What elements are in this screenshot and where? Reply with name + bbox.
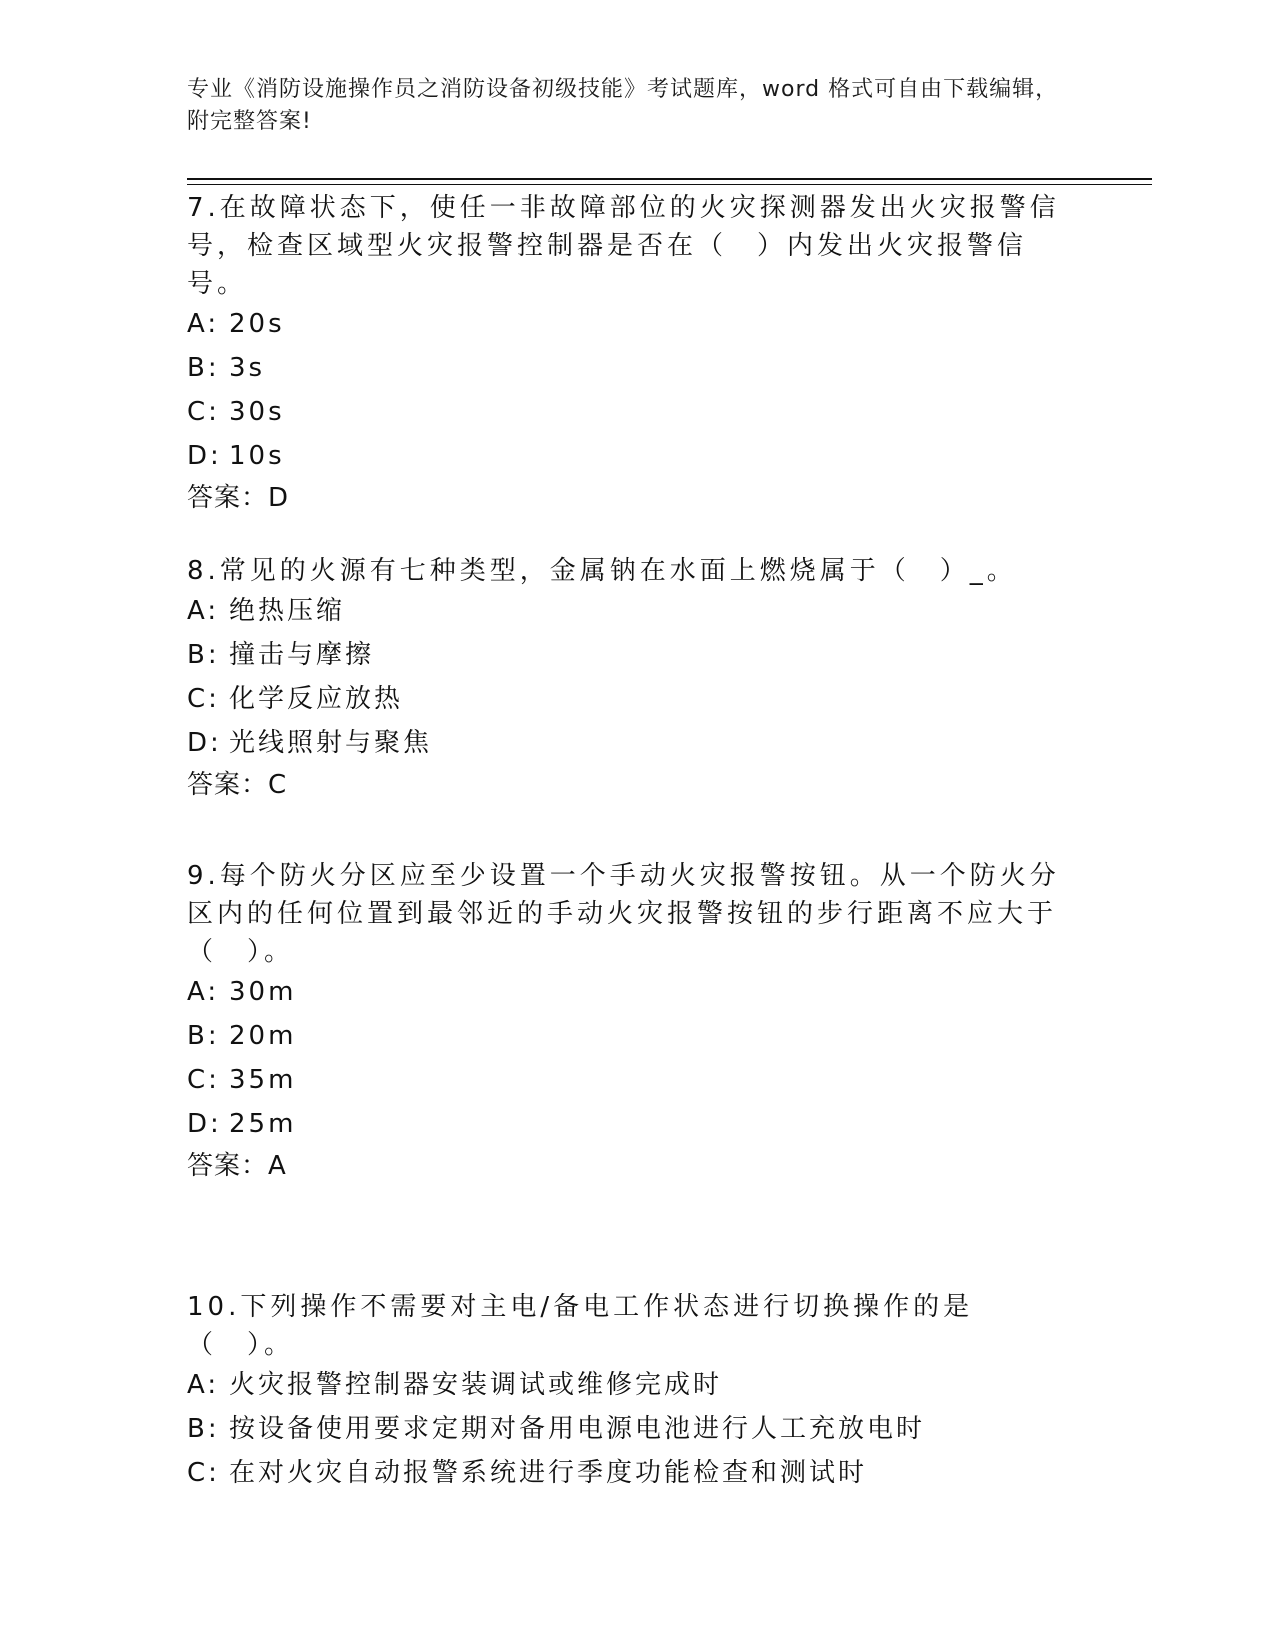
question-stem: 9.每个防火分区应至少设置一个手动火灾报警按钮。从一个防火分区内的任何位置到最邻近的手动火灾报警按钮的步行距离不应大于（ ）。 [187, 861, 1060, 967]
option-key: C: [187, 684, 220, 714]
option-key: D: [187, 1109, 222, 1139]
option-key: C: [187, 397, 220, 427]
option-text: 化学反应放热 [229, 684, 404, 714]
option-d [187, 441, 1067, 471]
option-text: 20m [229, 1021, 297, 1051]
option-c [187, 397, 1067, 427]
option-text: 光线照射与聚焦 [229, 728, 433, 758]
option-c [187, 684, 1067, 714]
header-divider-bottom [187, 184, 1152, 185]
option-key: B: [187, 353, 220, 383]
document-intro: 专业《消防设施操作员之消防设备初级技能》考试题库，word 格式可自由下载编辑，附完整答案! [187, 77, 1059, 134]
option-a [187, 596, 1067, 626]
option-text: 35m [229, 1065, 297, 1095]
option-d [187, 728, 1067, 758]
header-divider-top [187, 178, 1152, 180]
option-b [187, 640, 1067, 670]
option-text: 3s [229, 353, 266, 383]
option-a [187, 977, 1067, 1007]
answer: 答案：D [187, 483, 290, 513]
option-key: C: [187, 1065, 220, 1095]
option-key: B: [187, 640, 220, 670]
option-text: 在对火灾自动报警系统进行季度功能检查和测试时 [229, 1458, 868, 1488]
option-text: 火灾报警控制器安装调试或维修完成时 [229, 1370, 723, 1400]
question-8 [187, 552, 1067, 800]
question-9 [187, 857, 1067, 1181]
option-text: 20s [229, 309, 285, 339]
option-a [187, 1370, 1067, 1400]
option-key: B: [187, 1021, 220, 1051]
option-text: 25m [229, 1109, 297, 1139]
question-10 [187, 1288, 1067, 1502]
question-7 [187, 189, 1067, 513]
answer: 答案：A [187, 1151, 287, 1181]
option-b [187, 1021, 1067, 1051]
option-text: 绝热压缩 [229, 596, 346, 626]
option-key: A: [187, 309, 220, 339]
option-c [187, 1065, 1067, 1095]
question-stem: 10.下列操作不需要对主电/备电工作状态进行切换操作的是（ ）。 [187, 1292, 974, 1360]
option-a [187, 309, 1067, 339]
option-c [187, 1458, 1067, 1488]
option-text: 30m [229, 977, 297, 1007]
option-key: D: [187, 728, 222, 758]
option-text: 10s [229, 441, 285, 471]
option-text: 按设备使用要求定期对备用电源电池进行人工充放电时 [229, 1414, 926, 1444]
option-text: 30s [229, 397, 285, 427]
option-key: C: [187, 1458, 220, 1488]
option-b [187, 1414, 1067, 1444]
option-key: B: [187, 1414, 220, 1444]
question-stem: 8.常见的火源有七种类型，金属钠在水面上燃烧属于（ ）_。 [187, 556, 1017, 586]
option-d [187, 1109, 1067, 1139]
option-key: D: [187, 441, 222, 471]
option-key: A: [187, 1370, 220, 1400]
option-text: 撞击与摩擦 [229, 640, 375, 670]
option-key: A: [187, 977, 220, 1007]
question-stem: 7.在故障状态下，使任一非故障部位的火灾探测器发出火灾报警信号，检查区域型火灾报警控制器是否在（ ）内发出火灾报警信号。 [187, 193, 1060, 299]
option-key: A: [187, 596, 220, 626]
answer: 答案：C [187, 770, 288, 800]
option-b [187, 353, 1067, 383]
